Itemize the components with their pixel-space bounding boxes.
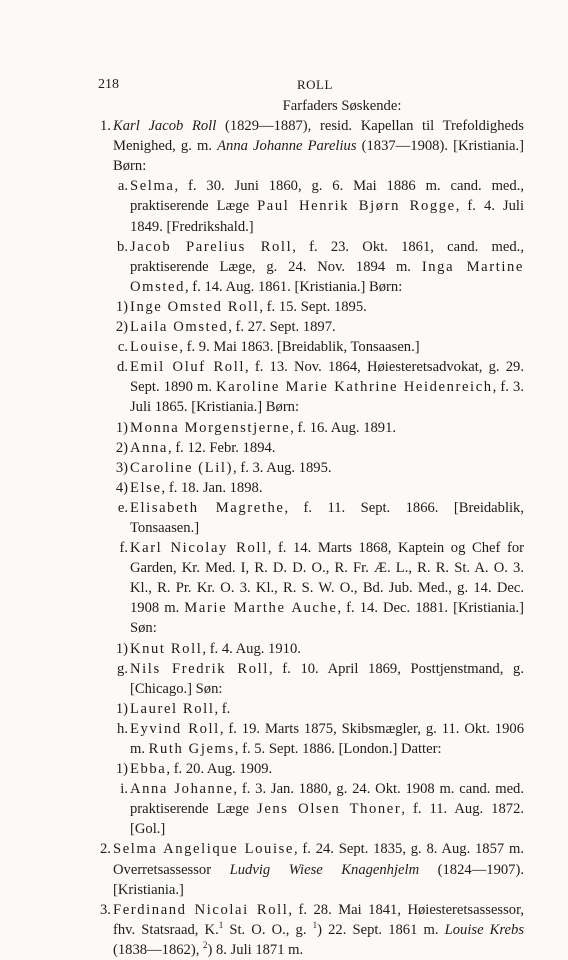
spaced-name: Selma Angelique Louise [113,841,294,858]
spaced-name: Anna Johanne [130,781,234,798]
spaced-name: Selma [130,178,175,195]
italic-name: Louise Krebs [444,921,525,938]
entry-marker: b. [117,238,128,255]
spaced-name: Monna Morgenstjerne [130,419,291,436]
entry-marker: 1) [115,298,128,315]
entry-text [130,538,524,638]
entry-level-3 [100,438,524,458]
footnote-superscript: 1 [218,919,224,930]
entry-text [130,418,524,438]
entry-level-2 [100,237,524,297]
entry-marker: 1) [115,419,128,436]
spaced-name: Jacob Parelius Roll [130,238,293,255]
spaced-name: Caroline (Lil) [130,459,234,476]
entry-text-run: , f. 3. Aug. 1895. [233,459,332,476]
entry-text [130,639,524,659]
spaced-name: Ruth Gjems [148,741,235,757]
spaced-name: Louise [130,339,180,356]
spaced-name: Karoline Marie Kathrine Heidenreich [216,379,493,396]
spaced-name: Laurel Roll [130,700,215,717]
entry-text-run: , f. 14. Dec. 1881. [Kristiania.] Søn: [130,600,525,637]
entry-marker: 2) [115,439,128,456]
footnote-superscript: 2 [203,940,208,951]
footnote-superscript: 1 [312,919,318,930]
spaced-name: Paul Henrik Bjørn Rogge [257,198,456,215]
entry-level-1 [100,116,524,176]
spaced-name: Laila Omsted [130,319,229,336]
spaced-name: Eyvind Roll [130,720,220,737]
entry-text [130,337,524,357]
spaced-name: Emil Oluf Roll [130,359,246,376]
entry-text [130,438,524,458]
entries-list [100,116,524,960]
entry-text-run: , f. 16. Aug. 1891. [290,419,397,436]
entry-text [130,357,524,417]
entry-text-run: , f. 14. Marts 1868, Kaptein og Chef for Garden, Kr. Med. I, R. D. D. O., R. Fr. Æ. L., R. R. St. A. O. 3. Kl., R. Pr. Kr. O. 3. Kl., R. S. W. O., Bd. Jub. Med., g. 14. Dec. 1908 m. [130,540,524,617]
entry-text-run: , f. 3. Juli 1865. [Kristiania.] Børn: [130,379,524,416]
entry-level-2 [100,659,524,699]
entry-marker: g. [117,660,128,677]
entry-level-2 [100,779,524,839]
entry-level-3 [100,759,524,779]
entry-text [130,237,524,297]
entry-text [130,659,524,699]
entry-text-run: ) 22. Sept. 1861 m. [317,921,445,938]
spaced-name: Karl Nicolay Roll [130,540,268,557]
entry-text [130,759,524,779]
entry-text-run: , f. 4. Aug. 1910. [202,640,301,657]
entry-text [113,116,524,176]
entry-text-run: , f. 15. Sept. 1895. [259,298,367,315]
entry-marker: i. [120,781,128,798]
entry-marker: 2) [115,319,128,336]
spaced-name: Inge Omsted Roll [130,298,260,315]
page-number: 218 [98,77,119,92]
entry-text [130,699,524,719]
spaced-name: Knut Roll [130,640,203,657]
entry-level-2 [100,538,524,638]
entry-level-3 [100,478,524,498]
entry-text-run: , f. 3. Jan. 1880, g. 24. Okt. 1908 m. cand. med. praktiserende Læge [130,781,524,818]
entry-level-1 [100,900,524,960]
entry-text [130,297,524,317]
entry-level-3 [100,317,524,337]
entry-text-run: , f. 27. Sept. 1897. [228,319,336,336]
entry-text [130,458,524,478]
entry-marker: e. [117,499,128,516]
entry-text-run: , f. 19. Marts 1875, Skibsmægler, g. 11. Okt. 1906 m. [130,720,524,757]
entry-text [130,498,524,538]
entry-text-run: (1824—1907). [Kristiania.] [113,861,524,898]
entry-text-run: (1837—1908). [Kristiania.] Børn: [113,138,524,175]
italic-name: Ludvig Wiese Knagenhjelm [229,861,420,878]
entry-text [113,839,524,899]
entry-marker: 2. [100,841,111,858]
entry-level-2 [100,337,524,357]
entry-text-run: (1838—1862), [113,941,203,958]
spaced-name: Jens Olsen Thoner [257,801,402,818]
entry-text [130,719,524,759]
entry-text-run: , f. 18. Jan. 1898. [161,479,263,496]
entry-text [113,900,524,960]
entry-marker: 3) [115,459,128,476]
entry-text-run: , f. 14. Aug. 1861. [Kristiania.] Børn: [185,278,403,295]
entry-level-2 [100,357,524,417]
entry-text-run: ) 8. Juli 1871 m. [207,941,304,958]
spaced-name: Inga Martine Omsted [130,258,524,295]
spaced-name: Nils Fredrik Roll [130,660,269,677]
entry-marker: 1. [100,118,111,135]
entry-text-run: , f. 5. Sept. 1886. [London.] Datter: [234,741,442,757]
spaced-name: Ebba [130,761,167,778]
entry-marker: a. [117,178,128,195]
entry-marker: 3. [100,901,111,918]
entry-text-run: , f. 9. Mai 1863. [Breidablik, Tonsaasen.] [179,339,420,356]
entry-text-run: , f. 30. Juni 1860, g. 6. Mai 1886 m. cand. med., praktiserende Læge [130,178,524,215]
section-heading: Farfaders Søskende: [282,98,402,114]
entry-text-run: , f. 24. Sept. 1835, g. 8. Aug. 1857 m. Overretsassessor [113,841,524,878]
entry-marker: d. [117,359,128,376]
entry-marker: h. [117,720,128,737]
entry-level-3 [100,297,524,317]
entry-level-3 [100,639,524,659]
spaced-name: Ferdinand Nicolai Roll [113,901,289,918]
spaced-name: Else [130,479,162,496]
entry-level-3 [100,418,524,438]
entry-marker: 1) [115,640,128,657]
spaced-name: Marie Marthe Auche [184,600,338,617]
entry-text-run: , f. 23. Okt. 1861, cand. med., praktiserende Læge, g. 24. Nov. 1894 m. [130,238,524,275]
entry-level-3 [100,458,524,478]
entry-text [130,779,524,839]
entry-text-run: , f. 28. Mai 1841, Høiesteretsassessor, fhv. Statsraad, K. [113,901,525,938]
entry-text-run: , f. 12. Febr. 1894. [168,439,276,456]
entry-text [130,317,524,337]
entry-text-run: (1829—1887), resid. Kapellan til Trefoldigheds Menighed, g. m. [113,118,524,155]
entry-level-2 [100,176,524,236]
entry-text-run: , f. 4. Juli 1849. [Fredrikshald.] [130,198,525,235]
entry-text-run: , f. 13. Nov. 1864, Høiesteretsadvokat, g. 29. Sept. 1890 m. [130,359,524,396]
entry-text-run: St. O. O., g. [223,921,313,938]
entry-text-run: , f. 11. Aug. 1872. [Gol.] [130,801,525,838]
spaced-name: Anna [130,439,169,456]
entry-text-run: , f. 11. Sept. 1866. [Breidablik, Tonsaasen.] [130,499,524,536]
entry-marker: f. [119,540,128,557]
entry-marker: 4) [115,479,128,496]
entry-marker: 1) [115,761,128,778]
entry-level-2 [100,498,524,538]
text-column [100,96,524,960]
entry-text [130,176,524,236]
entry-text-run: , f. 20. Aug. 1909. [166,761,273,778]
entry-level-2 [100,719,524,759]
entry-text-run: , f. [214,700,231,717]
spaced-name: Elisabeth Magrethe [130,499,285,516]
entry-marker: 1) [115,700,128,717]
entry-level-1 [100,839,524,899]
entry-level-3 [100,699,524,719]
entry-text [130,478,524,498]
italic-name: Anna Johanne Parelius [217,138,357,155]
italic-name: Karl Jacob Roll [113,118,217,135]
entry-marker: c. [117,339,128,356]
running-head: ROLL [297,77,333,92]
entry-text-run: , f. 10. April 1869, Posttjenstmand, g. [Chicago.] Søn: [130,660,524,697]
